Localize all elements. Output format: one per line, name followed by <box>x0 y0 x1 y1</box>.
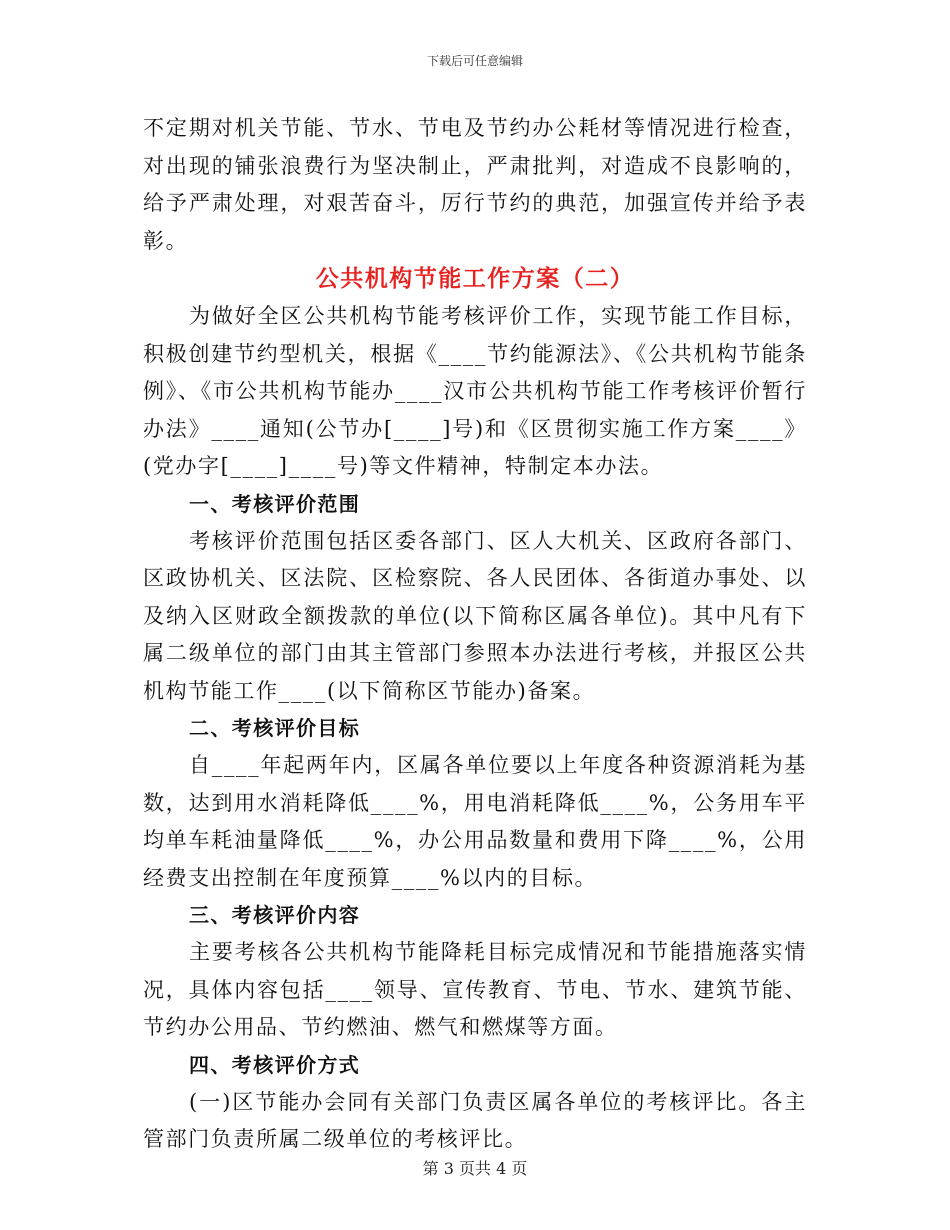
section-heading-method: 四、考核评价方式 <box>189 1052 361 1077</box>
document-body <box>143 110 807 1159</box>
section-body-goals: 自____年起两年内，区属各单位要以上年度各种资源消耗为基数，达到用水消耗降低____%，用电消耗降低____%，公务用车平均单车耗油量降低____%，办公用品数量和费用下降____%，公用经费支出控制在年度预算____%以内的目标。 <box>143 753 807 890</box>
intro-paragraph: 不定期对机关节能、节水、节电及节约办公耗材等情况进行检查，对出现的铺张浪费行为坚决制止，严肃批判，对造成不良影响的，给予严肃处理，对艰苦奋斗，厉行节约的典范，加强宣传并给予表彰。 <box>143 116 807 253</box>
section-heading-scope: 一、考核评价范围 <box>189 491 361 516</box>
header-note: 下载后可任意编辑 <box>426 54 523 68</box>
section-body-content: 主要考核各公共机构节能降耗目标完成情况和节能措施落实情况，具体内容包括____领导、宣传教育、节电、节水、建筑节能、节约办公用品、节约燃油、燃气和燃煤等方面。 <box>143 940 807 1039</box>
section-body-method: (一)区节能办会同有关部门负责区属各单位的考核评比。各主管部门负责所属二级单位的考核评比。 <box>143 1089 807 1151</box>
section-heading-content: 三、考核评价内容 <box>189 903 361 927</box>
document-title: 公共机构节能工作方案（二） <box>315 265 635 292</box>
section-body-scope: 考核评价范围包括区委各部门、区人大机关、区政府各部门、区政协机关、区法院、区检察院、各人民团体、各街道办事处、以及纳入区财政全额拨款的单位(以下简称区属各单位)。其中凡有下属二级单位的部门由其主管部门参照本办法进行考核，并报区公共机构节能工作____(以下简称区节能办)备案。 <box>143 528 807 703</box>
preamble-paragraph: 为做好全区公共机构节能考核评价工作，实现节能工作目标，积极创建节约型机关，根据《____节约能源法》、《公共机构节能条例》、《市公共机构节能办____汉市公共机构节能工作考核评价暂行办法》____通知(公节办[____]号)和《区贯彻实施工作方案____》(党办字[____]____号)等文件精神，特制定本办法。 <box>143 304 807 478</box>
section-heading-goals: 二、考核评价目标 <box>189 716 361 740</box>
page-number: 第 3 页共 4 页 <box>422 1159 528 1178</box>
